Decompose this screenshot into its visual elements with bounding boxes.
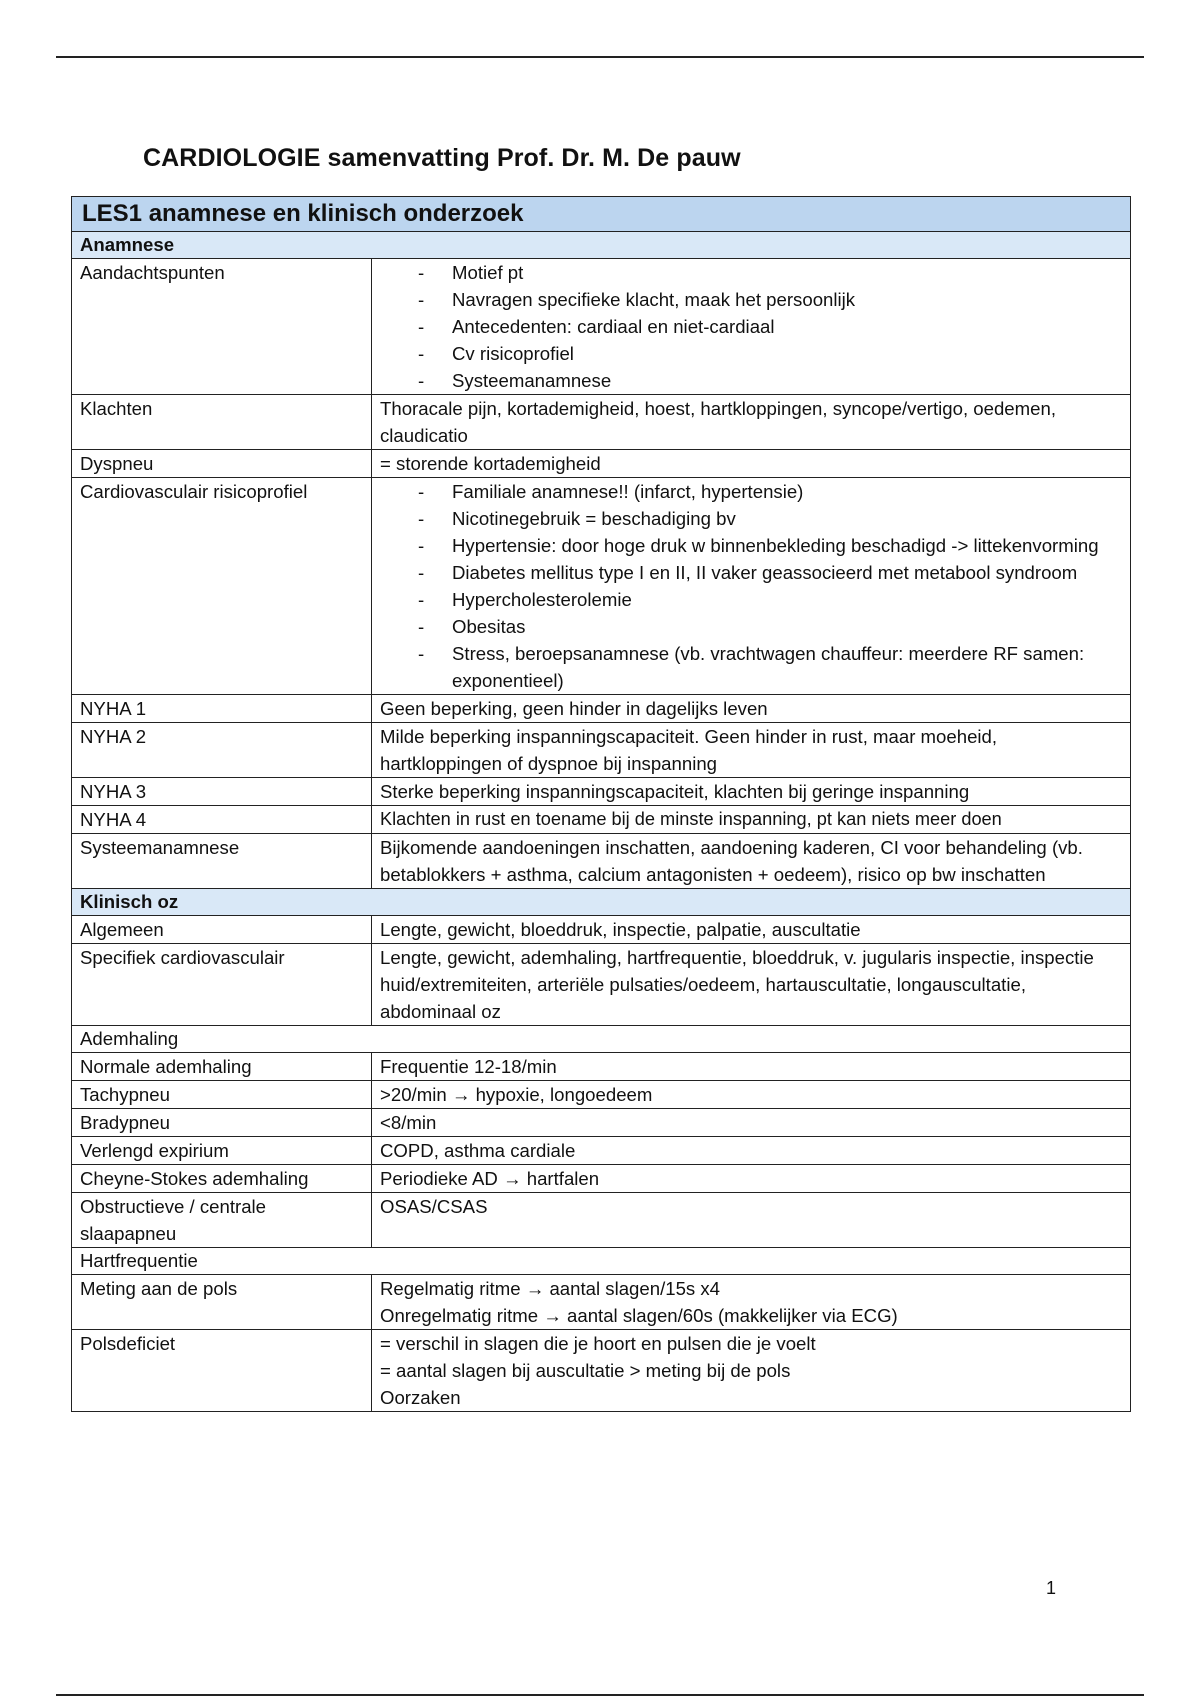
row-label: Specifiek cardiovasculair xyxy=(72,944,372,1026)
row-value: COPD, asthma cardiale xyxy=(372,1137,1131,1165)
list-item: - Cv risicoprofiel xyxy=(380,340,1122,367)
summary-table xyxy=(71,196,1131,1412)
row-value: Sterke beperking inspanningscapaciteit, klachten bij geringe inspanning xyxy=(372,778,1131,806)
subsection-hartfrequentie: Hartfrequentie xyxy=(72,1248,1131,1275)
row-label: Dyspneu xyxy=(72,450,372,478)
row-value: Bijkomende aandoeningen inschatten, aandoening kaderen, CI voor behandeling (vb. betablokkers + asthma, calcium antagonisten + oedeem), risico op bw inschatten xyxy=(372,834,1131,889)
row-label: NYHA 1 xyxy=(72,695,372,723)
row-label: Normale ademhaling xyxy=(72,1053,372,1081)
section-header-anamnese: Anamnese xyxy=(72,232,1131,259)
list-item: - Obesitas xyxy=(380,613,1122,640)
value-line: Oorzaken xyxy=(380,1387,461,1408)
document-title: CARDIOLOGIE samenvatting Prof. Dr. M. De pauw xyxy=(143,144,741,172)
row-value: Geen beperking, geen hinder in dagelijks leven xyxy=(372,695,1131,723)
row-label: Meting aan de pols xyxy=(72,1275,372,1330)
table-row xyxy=(72,944,1131,1026)
table-row xyxy=(72,778,1131,806)
subsection-ademhaling: Ademhaling xyxy=(72,1026,1131,1053)
row-label: Polsdeficiet xyxy=(72,1330,372,1412)
lesson-header-row xyxy=(72,197,1131,232)
value-line: = aantal slagen bij auscultatie > meting bij de pols xyxy=(380,1360,791,1381)
row-value: Frequentie 12-18/min xyxy=(372,1053,1131,1081)
table-row xyxy=(72,1330,1131,1412)
table-row xyxy=(72,1137,1131,1165)
table-row xyxy=(72,395,1131,450)
row-label: Systeemanamnese xyxy=(72,834,372,889)
subsection-row xyxy=(72,1026,1131,1053)
section-header-klinisch: Klinisch oz xyxy=(72,889,1131,916)
row-value: Milde beperking inspanningscapaciteit. Geen hinder in rust, maar moeheid, hartkloppingen of dyspnoe bij inspanning xyxy=(372,723,1131,778)
row-value: = storende kortademigheid xyxy=(372,450,1131,478)
table-row xyxy=(72,1053,1131,1081)
table-row xyxy=(72,1165,1131,1193)
row-value xyxy=(372,478,1131,695)
table-row xyxy=(72,478,1131,695)
row-value: Lengte, gewicht, ademhaling, hartfrequentie, bloeddruk, v. jugularis inspectie, inspectie huid/extremiteiten, arteriële pulsaties/oedeem, hartauscultatie, longauscultatie, abdominaal oz xyxy=(372,944,1131,1026)
row-label: Tachypneu xyxy=(72,1081,372,1109)
row-label: NYHA 2 xyxy=(72,723,372,778)
table-row xyxy=(72,259,1131,395)
table-row xyxy=(72,450,1131,478)
row-label: Obstructieve / centrale slaapapneu xyxy=(72,1193,372,1248)
row-value xyxy=(372,259,1131,395)
top-rule xyxy=(56,56,1144,58)
row-value xyxy=(372,1275,1131,1330)
list-item: - Nicotinegebruik = beschadiging bv xyxy=(380,505,1122,532)
row-label: Algemeen xyxy=(72,916,372,944)
list-item: - Systeemanamnese xyxy=(380,367,1122,394)
row-label: NYHA 4 xyxy=(72,806,372,834)
value-line: Onregelmatig ritme → aantal slagen/60s (makkelijker via ECG) xyxy=(380,1305,898,1326)
row-label: NYHA 3 xyxy=(72,778,372,806)
row-value: OSAS/CSAS xyxy=(372,1193,1131,1248)
bullet-list xyxy=(380,259,1122,394)
section-header-row xyxy=(72,889,1131,916)
list-item: - Hypercholesterolemie xyxy=(380,586,1122,613)
page-number: 1 xyxy=(1046,1578,1057,1598)
row-label: Cheyne-Stokes ademhaling xyxy=(72,1165,372,1193)
row-label: Klachten xyxy=(72,395,372,450)
row-value xyxy=(372,1330,1131,1412)
table-row xyxy=(72,834,1131,889)
bottom-rule xyxy=(56,1694,1144,1696)
list-item: - Motief pt xyxy=(380,259,1122,286)
row-value: Thoracale pijn, kortademigheid, hoest, hartkloppingen, syncope/vertigo, oedemen, claudicatio xyxy=(372,395,1131,450)
table-row xyxy=(72,916,1131,944)
row-label: Cardiovasculair risicoprofiel xyxy=(72,478,372,695)
list-item: - Diabetes mellitus type I en II, II vaker geassocieerd met metabool syndroom xyxy=(380,559,1122,586)
table-row xyxy=(72,695,1131,723)
row-value: Klachten in rust en toename bij de minste inspanning, pt kan niets meer doen xyxy=(372,806,1131,834)
table-row xyxy=(72,1275,1131,1330)
list-item: - Stress, beroepsanamnese (vb. vrachtwagen chauffeur: meerdere RF samen: exponentieel) xyxy=(380,640,1122,694)
row-label: Bradypneu xyxy=(72,1109,372,1137)
section-header-row xyxy=(72,232,1131,259)
value-line: Regelmatig ritme → aantal slagen/15s x4 xyxy=(380,1278,721,1299)
row-value: <8/min xyxy=(372,1109,1131,1137)
list-item: - Antecedenten: cardiaal en niet-cardiaal xyxy=(380,313,1122,340)
row-label: Verlengd expirium xyxy=(72,1137,372,1165)
lesson-title: LES1 anamnese en klinisch onderzoek xyxy=(72,197,1131,232)
row-label: Aandachtspunten xyxy=(72,259,372,395)
list-item: - Navragen specifieke klacht, maak het persoonlijk xyxy=(380,286,1122,313)
table-row xyxy=(72,723,1131,778)
subsection-row xyxy=(72,1248,1131,1275)
list-item: - Hypertensie: door hoge druk w binnenbekleding beschadigd -> littekenvorming xyxy=(380,532,1122,559)
row-value: Lengte, gewicht, bloeddruk, inspectie, palpatie, auscultatie xyxy=(372,916,1131,944)
list-item: - Familiale anamnese!! (infarct, hypertensie) xyxy=(380,478,1122,505)
table-row xyxy=(72,806,1131,834)
value-line: = verschil in slagen die je hoort en pulsen die je voelt xyxy=(380,1333,816,1354)
table-row xyxy=(72,1109,1131,1137)
row-value: Periodieke AD → hartfalen xyxy=(372,1165,1131,1193)
table-row xyxy=(72,1193,1131,1248)
row-value: >20/min → hypoxie, longoedeem xyxy=(372,1081,1131,1109)
table-row xyxy=(72,1081,1131,1109)
bullet-list xyxy=(380,478,1122,694)
